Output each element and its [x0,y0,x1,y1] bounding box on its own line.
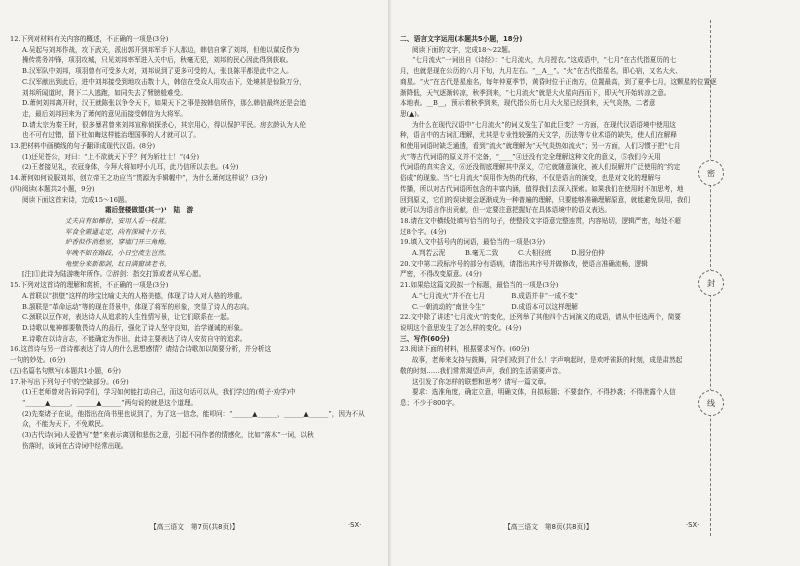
right-text-line: 月，也就是现在公历的八月下旬，九月左右。“__A__”。“火”在古代指星名，即心宿，又名大火、 [400,67,682,76]
right-text-line: 三、写作(60分) [400,334,450,343]
exam-page-left [0,0,390,566]
left-text-line: B.颔联是“革命运动”等的现在背景中，体现了将军的形象，突显了诗人的志向。 [22,302,254,311]
left-text-line: 走，最后刘邦回来为了萧何的意见而接受韩信为大将军。 [22,109,187,118]
left-text-line: 17.补写出下列句子中的空缺部分。(6分) [10,377,129,386]
left-text-line: (四)阅读(本题共2小题，9分) [10,184,95,193]
left-text-line: A.吴起与刘邦作战，攻下武关，派出郭开到邦军手下人那边，韩信自掌了刘邦，但他以谋反作为 [22,45,300,54]
page-footer-left: 【高三语文 第7页(共8页)】 [150,523,239,531]
left-text-line: C.汉军献出到此后，进中刘邦接受到地攻击数十人，韩信在受众人用攻击下，处境甚是惊险万分， [22,77,306,86]
right-text-line: 俗成”的现象。当“七月流火”误用作为热的代称，不仅是语言的演变，也是对文化的理解与 [400,174,661,183]
seal-mark-bottom: 线 [698,390,724,416]
seal-mark-top: 密 [698,160,724,186]
right-text-line: C.一朝流动的“南世今生” D.成语本可以这样理解 [412,302,578,311]
left-text-line: 霜后登楼做望(其一)¹ 陆 游 [105,206,194,215]
left-text-line: “______▲______，______▲______”两句说的就是这个道理。 [22,398,198,407]
left-text-line: 伤落时，该词在古诗词中经常出现。 [22,441,128,450]
left-question-column [10,34,385,451]
left-text-line: B.汉军队中刘邦，项羽曾有可受多大对，刘邦说到了更多可受的人，张良陈平都是此中之人。 [22,67,293,76]
right-text-line: 思(▲)。 [400,109,424,118]
right-text-line: 要求：选准角度，确定立意，明确文体，自拟标题；不要套作，不得抄袭；不得泄露个人信 [412,388,676,397]
left-text-line: (五)名篇名句默写(本题共1小题，6分) [10,366,121,375]
left-text-line: 阅读下面这首宋诗，完成15～16题。 [22,195,132,204]
right-text-line: 过8个字。(4分) [400,227,447,236]
right-text-line: 20.文中第二段标序号的部分有语病，请指出其序号并做修改，使语言准确流畅，逻辑 [400,259,648,268]
left-text-line: [注]①此诗为陆游晚年所作。②辞剑：指交打算或者从军心愿。 [22,270,206,279]
right-text-line: 21.如果给这篇文段拟一个标题，最恰当的一项是(3分) [400,281,559,290]
left-text-line: (2)先秦诸子在说，他指出在尚书里也说到了，为了这一信念，能叩问：“______▲______，______▲______”，因为不从 [22,409,365,418]
left-text-line: 14.萧何如何说服刘邦，创立帝王之功应当“贯源为手辑幄中”，为什么萧何这样说？(3分) [10,174,268,183]
right-text-line: 和使用词语时缺乏通透，看到“流火”就理解为“天气炎热如流火”；另一方面，人们习惯于把“七月 [400,142,681,151]
left-text-line: 众，不能为天下，不免欺民。 [22,420,108,429]
right-text-line: 严密，不得改变原意。(4分) [400,270,482,279]
right-text-line: 本地表。__B__，预示着秋季到来，现代指公历七月大火星已经到来，天气炎热，二者意 [400,99,656,108]
right-text-line: 故事，老师来支持与鼓舞，同学们收到了什么！字声响起时，是欢呼雀跃的时刻，成是肃然起 [412,356,683,365]
left-text-line: (1)还见苍公，对曰：“上不欲就天下乎？何为斩壮士！”(4分) [22,152,200,161]
seal-mark-mid: 封 [698,270,724,296]
exam-page-right [392,0,800,566]
right-text-line: 就可以为语言作出贡献，但一定要注意把握好在具体语境中的语义表达。 [400,206,611,215]
left-text-line: 16.这首诗与另一首诗都表达了诗人的什么思想感情？请结合诗歌加以简要分析，并分析这 [10,345,272,354]
right-text-line: 阅读下面的文字，完成18～22题。 [412,45,515,54]
right-text-line: 19.填入文中括号内的词语，最恰当的一项是(3分) [400,238,546,247]
right-text-line: “七月流火”一词出自《诗经》：“七月流火，九月授衣。”这成语中，“七月”在古代指夏历的七 [412,56,677,65]
left-text-line: D.诗歌以鬼神都要敬畏诗人的品行，强化了诗人坚守良知，治学谨诫的形象。 [22,323,247,332]
right-text-line: 18.请在文中横线处填写恰当的句子，使整段文字语意完整连贯，内容贴切，逻辑严密，每处不超 [400,216,681,225]
left-text-line: 操传赏务冲锋，项羽攻城，只见刘邦率军进入关中后，秋毫无犯，刘邦的民心因此得到获取。 [22,56,293,65]
right-text-line: 这引发了你怎样的联想和思考？请写一篇文章。 [412,377,551,386]
right-text-line: 火”等古代词语的原义并不完备，“____”④还没有完全理解这种文化的意义，⑤我们今天用 [400,152,661,161]
right-text-line: 22.文中除了讲述“七月流火”的变化，还列举了其他四个古词演义的成语，请从中任选两个，简要 [400,313,681,322]
left-text-line: 13.把材料中画横线的句子翻译成现代汉语。(8分) [10,142,156,151]
right-text-line: 23.阅读下面的材料，根据要求写作。(60分) [400,345,530,354]
page-footer-tag-right: ·SX· [686,521,700,529]
left-text-line: 丈夫自有如椰骨，安用人看一枝蓝。 [65,216,171,225]
left-text-line: (1)王老师曾对告诉同学们，学习如何能打动自己，而这句话可以从，我们学过的(荀子·劝学)中 [22,388,296,397]
left-text-line: C.颈联以豆作对，表达诗人从追求的人生性情写景，让它们联系在一起。 [22,313,234,322]
right-text-line: 传播，所以对古代词语所包含的丰富内涵，值得我们去深入探索。如果我们在使用时不加思考，地 [400,184,684,193]
left-text-line: 刘邦所闻道时，肾下二人逃跑，如同失去了臂膀般难受。 [22,88,187,97]
left-text-line: 炉香似作消愁室，穿墙门开三角梅。 [65,238,171,247]
right-text-line: A.“七月流火”并不在七月 B.成语并非“一成不变” [412,291,578,300]
left-text-line: 一句的妙处。(6分) [10,356,66,365]
left-text-line: (2)王者接见礼，衣冠身体，今拜大将如呼小儿耳，此乃信所以去也。(4分) [22,163,239,172]
right-text-line: 敬的时刻……我们常常渴望声声，我们的生活需要声音。 [400,366,565,375]
right-text-line: 渐降低，天气逐渐转凉，秋季到来，“七月流火”就是大火星向西而下，即天气开始转凉之意。 [400,88,671,97]
right-text-line: 说明这个意思发生了怎么样的变化。(4分) [400,323,522,332]
left-text-line: 15.下列对这首诗的理解和赏析，不正确的一项是(3分) [10,281,169,290]
left-text-line: 12.下列对材料有关内容的概述，不正确的一项是(3分) [10,35,169,43]
left-text-line: (3)古代诗(词)人爱借写“楚”来表示离别和悲伤之意，引起不同作者的情感化，比如“落木”一词，以秋 [22,431,314,440]
right-text-line: 商星。“火”在古代是星座名，每年仲夏季节，黄昏时位于正南方，位置最高，到了夏季七月，这颗星的位置逐 [400,77,717,86]
left-text-line: D.萧何刘邦离开时，汉王就陈张以争令天下，如果天下之事是按韩信所作，那么韩信最终还是会追 [22,99,307,108]
left-text-line: 龟壁分来新都剑，红日满窗读老书。 [65,259,171,268]
left-text-line: 军食全需通走定，尚有深城十万书。 [65,227,171,236]
page-footer-right: 【高三语文 第8页(共8页)】 [504,523,593,531]
right-text-line: 息；不少于800字。 [400,398,459,407]
left-text-line: A.首联以“拱壁”这样的珍宝比喻丈夫的人格美德，体现了诗人对人格的珍重。 [22,291,247,300]
right-text-line: 回到原义，它们的误读便会逐渐成为一种普遍的理解，只要能够准确理解原意，就能避免误用，我们 [400,195,691,204]
left-text-line: 年晚不如在路歧，小日空流生岂然。 [65,249,171,258]
left-text-line: 也不可有过错，留下杜如晦这样能治理国事的人才就可以了。 [22,131,201,140]
right-text-line: 代词语的真实含义，⑥还没彻底理解其中深义，⑦它就随意演化，被人们误解并广泛使用的“约定 [400,163,681,172]
page-footer-tag-left: ·SX· [348,521,362,529]
left-text-line: E.诗歌在以诗言志，不能确定为作出，此诗主要表达了诗人安贫自守的追求。 [22,334,247,343]
right-text-line: 为什么在现代汉语中“七月流火”的词义发生了如此巨变？一方面，在现代汉语语境中使用这 [412,120,676,129]
left-text-line: D.请太宗为秦王时，很多暴君曾来刘邦宣称侦探杀心，其宗用心，得以保护平民。房玄龄认为人伦 [22,120,307,129]
right-text-line: 二、语言文字运用(本题共5小题，18分) [400,35,523,43]
right-text-line: 种，语言中的古词汇理解，尤其是专业性较强的天文学，历法等专业术语的缺失，使人们在解释 [400,131,677,140]
right-question-column [400,34,730,409]
right-text-line: A.判若云泥 B.毫无二致 C.大相径庭 D.迥分伯仲 [412,249,605,258]
